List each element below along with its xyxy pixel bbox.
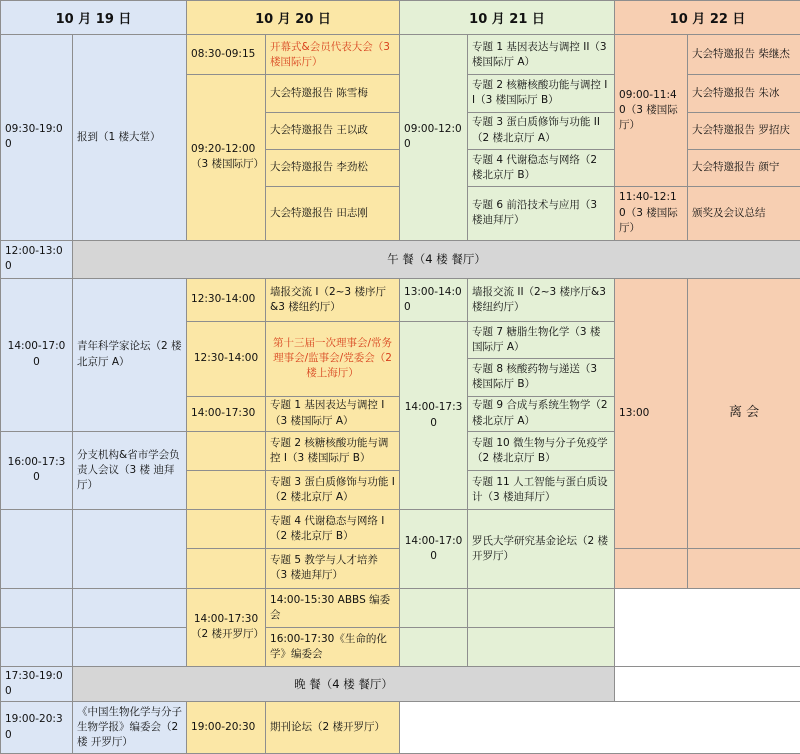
d20-session: 专题 1 基因表达与调控 I（3 楼国际厅 A） bbox=[266, 396, 400, 431]
evening-time: 19:00-20:30 bbox=[1, 702, 73, 754]
d22-morning-time: 09:00-11:40（3 楼国际厅） bbox=[615, 35, 688, 187]
day-header-oct20: 10 月 20 日 bbox=[187, 1, 400, 35]
d19-empty-cell bbox=[1, 588, 73, 627]
d22-close: 颁奖及会议总结 bbox=[688, 186, 800, 240]
d21-sessions-time: 14:00-17:30 bbox=[400, 322, 468, 510]
day-header-oct22: 10 月 22 日 bbox=[615, 1, 800, 35]
d19-meeting-time: 16:00-17:30 bbox=[1, 431, 73, 510]
d20-council: 第十三届一次理事会/常务理事会/监事会/党委会（2 楼上海厅） bbox=[266, 322, 400, 396]
d20-session: 专题 4 代谢稳态与网络 I（2 楼北京厅 B） bbox=[266, 510, 400, 549]
d20-talk: 大会特邀报告 陈雪梅 bbox=[266, 75, 400, 112]
d21-empty-cell bbox=[400, 627, 468, 666]
d22-talk: 大会特邀报告 柴继杰 bbox=[688, 35, 800, 75]
d21-session: 专题 4 代谢稳态与网络（2 楼北京厅 B） bbox=[468, 149, 615, 186]
d19-empty-cell bbox=[73, 588, 187, 627]
d22-close-time: 11:40-12:10（3 楼国际厅） bbox=[615, 186, 688, 240]
d21-poster-time: 13:00-14:00 bbox=[400, 278, 468, 321]
d20-poster-time: 12:30-14:00 bbox=[187, 278, 266, 321]
d19-checkin: 报到（1 楼大堂） bbox=[73, 35, 187, 241]
d21-session: 专题 8 核酸药物与递送（3 楼国际厅 B） bbox=[468, 359, 615, 396]
d21-session: 专题 11 人工智能与蛋白质设计（3 楼迪拜厅） bbox=[468, 470, 615, 509]
d20-editorial: 14:00-15:30 ABBS 编委会 bbox=[266, 588, 400, 627]
d19-forum: 青年科学家论坛（2 楼 北京厅 A） bbox=[73, 278, 187, 431]
d22-blank-area bbox=[615, 667, 800, 702]
d20-session: 专题 2 核糖核酸功能与调控 I（3 楼国际厅 B） bbox=[266, 431, 400, 470]
d20-talk: 大会特邀报告 李劲松 bbox=[266, 149, 400, 186]
day-header-oct21: 10 月 21 日 bbox=[400, 1, 615, 35]
d19-evening-event: 《中国生物化学与分子生物学报》编委会（2 楼 开罗厅） bbox=[73, 702, 187, 754]
d22-talk: 大会特邀报告 朱冰 bbox=[688, 75, 800, 112]
d21-roche: 罗氏大学研究基金论坛（2 楼开罗厅） bbox=[468, 510, 615, 589]
d22-empty-cell bbox=[615, 549, 688, 588]
d20-session: 专题 3 蛋白质修饰与功能 I（2 楼北京厅 A） bbox=[266, 470, 400, 509]
d21-session: 专题 2 核糖核酸功能与调控 II（3 楼国际厅 B） bbox=[468, 75, 615, 112]
d20-opening-time: 08:30-09:15 bbox=[187, 35, 266, 75]
lunch-label: 午 餐（4 楼 餐厅） bbox=[73, 240, 800, 278]
d20-talk: 大会特邀报告 王以政 bbox=[266, 112, 400, 149]
d19-empty-cell bbox=[73, 510, 187, 589]
d20-plenary-time: 09:20-12:00（3 楼国际厅） bbox=[187, 75, 266, 240]
d21-morning-time: 09:00-12:00 bbox=[400, 35, 468, 241]
d21-session: 专题 3 蛋白质修饰与功能 II（2 楼北京厅 A） bbox=[468, 112, 615, 149]
d20-empty-cell bbox=[187, 470, 266, 509]
d22-talk: 大会特邀报告 罗招庆 bbox=[688, 112, 800, 149]
d21-empty-cell bbox=[400, 588, 468, 627]
d22-leave: 离 会 bbox=[688, 278, 800, 549]
d21-poster: 墙报交流 II（2~3 楼序厅&3 楼纽约厅） bbox=[468, 278, 615, 321]
d20-evening-time: 19:00-20:30 bbox=[187, 702, 266, 754]
d20-editorial-time: 14:00-17:30（2 楼开罗厅） bbox=[187, 588, 266, 667]
d21-empty-cell bbox=[468, 588, 615, 627]
d21-roche-time: 14:00-17:00 bbox=[400, 510, 468, 589]
d21-session: 专题 10 微生物与分子免疫学（2 楼北京厅 B） bbox=[468, 431, 615, 470]
dinner-label: 晚 餐（4 楼 餐厅） bbox=[73, 667, 615, 702]
d22-leave-time: 13:00 bbox=[615, 278, 688, 549]
blank-area bbox=[400, 702, 800, 754]
d22-empty-cell bbox=[688, 549, 800, 588]
d21-session: 专题 1 基因表达与调控 II（3 楼国际厅 A） bbox=[468, 35, 615, 75]
d19-empty-cell bbox=[73, 627, 187, 666]
d20-empty-cell bbox=[187, 549, 266, 588]
d19-checkin-time: 09:30-19:00 bbox=[1, 35, 73, 241]
d20-talk: 大会特邀报告 田志刚 bbox=[266, 186, 400, 240]
d19-meeting: 分支机构&省市学会负责人会议（3 楼 迪拜厅） bbox=[73, 431, 187, 510]
d22-blank-area bbox=[615, 588, 800, 667]
d20-session: 专题 5 教学与人才培养（3 楼迪拜厅） bbox=[266, 549, 400, 588]
d20-evening-event: 期刊论坛（2 楼开罗厅） bbox=[266, 702, 400, 754]
d21-empty-cell bbox=[468, 627, 615, 666]
d20-council-time: 12:30-14:00 bbox=[187, 322, 266, 396]
d21-session: 专题 9 合成与系统生物学（2 楼北京厅 A） bbox=[468, 396, 615, 431]
d19-empty-cell bbox=[1, 627, 73, 666]
dinner-time: 17:30-19:00 bbox=[1, 667, 73, 702]
d20-empty-cell bbox=[187, 431, 266, 470]
d22-talk: 大会特邀报告 颜宁 bbox=[688, 149, 800, 186]
d19-forum-time: 14:00-17:00 bbox=[1, 278, 73, 431]
d21-session: 专题 7 糖脂生物化学（3 楼国际厅 A） bbox=[468, 322, 615, 359]
d19-empty-cell bbox=[1, 510, 73, 589]
d20-sessions-time: 14:00-17:30 bbox=[187, 396, 266, 431]
d20-poster: 墙报交流 I（2~3 楼序厅 &3 楼纽约厅） bbox=[266, 278, 400, 321]
d21-session: 专题 6 前沿技术与应用（3 楼迪拜厅） bbox=[468, 186, 615, 240]
d20-editorial: 16:00-17:30《生命的化学》编委会 bbox=[266, 627, 400, 666]
day-header-oct19: 10 月 19 日 bbox=[1, 1, 187, 35]
d20-opening: 开幕式&会员代表大会（3 楼国际厅） bbox=[266, 35, 400, 75]
lunch-time: 12:00-13:00 bbox=[1, 240, 73, 278]
d20-empty-cell bbox=[187, 510, 266, 549]
